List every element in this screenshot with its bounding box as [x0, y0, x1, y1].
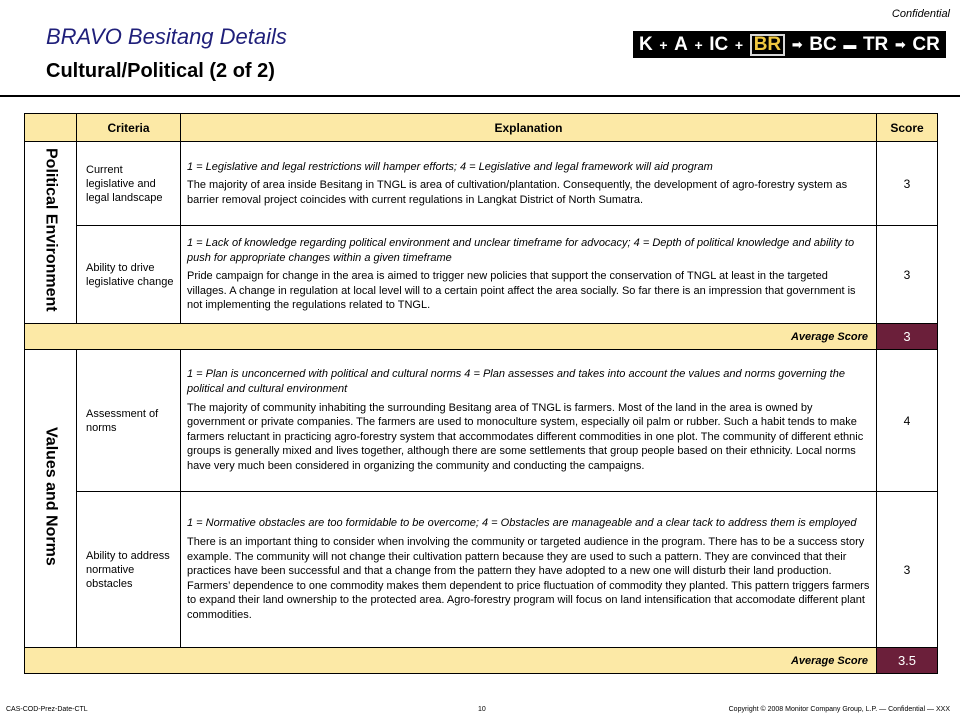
header-divider: [0, 95, 960, 97]
flow-plus-3: +: [734, 36, 744, 53]
score-cell: 4: [877, 350, 938, 492]
flow-step-tr: TR: [862, 33, 889, 55]
header-blank-cell: [25, 114, 77, 142]
section-political-environment: [25, 142, 77, 324]
table-row: [25, 492, 938, 648]
confidential-label: Confidential: [891, 8, 950, 20]
page-subtitle: Cultural/Political (2 of 2): [46, 60, 275, 82]
process-flow-banner: [633, 31, 946, 58]
scale-text: 1 = Plan is unconcerned with political and cultural norms 4 = Plan assesses and takes into account the values and norms governing the political and cultural environment: [187, 368, 845, 396]
footer-page-number: 10: [478, 706, 486, 713]
arrow-right-icon: ➡: [894, 36, 906, 52]
average-score-value: 3: [877, 324, 938, 350]
explanation-text: The majority of community inhabiting the surrounding Besitang area of TNGL is farmers. Most of the land in the area is owned by government or private companies. The farmers are used to monoculture system, especially oil palm or rubber. Such a habit tends to make farmers reluctant in practicing agro-forestry system that accommodates different commodities in one plot. The community of different ethnic groups is generally mixed and lives together, although there are some settlements that group people based on their ethnicity. Local norms have very much been considered in organizing the community and conducting the campaigns.: [187, 401, 864, 472]
average-row: [25, 324, 938, 350]
flow-step-bc: BC: [809, 33, 837, 55]
details-table: [24, 113, 938, 674]
criteria-cell: Ability to address normative obstacles: [77, 492, 181, 648]
flow-plus-2: +: [694, 36, 703, 53]
explanation-cell: [181, 492, 877, 648]
explanation-cell: [181, 226, 877, 324]
explanation-text: There is an important thing to consider when involving the community or targeted audience in the program. There has to be a success story example. The community will not change their cultivation pattern because they are used to such a pattern. They are convinced that their practices have been successful and that a change from the pattern they have adopted to a new one will disturb their land production. Farmers’ dependence to one commodity makes them dependent to price fluctuation of commodity they planted. This pattern triggers farmers to expand their land ownership to the protected area. Agro-forestry program will focus on land intensification that accomodate different plant commodities.: [187, 536, 870, 621]
table-row: [25, 350, 938, 492]
explanation-cell: [181, 350, 877, 492]
explanation-cell: [181, 142, 877, 226]
scale-text: 1 = Lack of knowledge regarding political environment and unclear timeframe for advocacy; 4 = Depth of political knowledge and ability to push for appropriate changes within a given timeframe: [187, 237, 855, 264]
table-header-row: [25, 114, 938, 142]
criteria-cell: Assessment of norms: [77, 350, 181, 492]
average-score-value: 3.5: [877, 648, 938, 674]
explanation-text: Pride campaign for change in the area is aimed to trigger new policies that support the conservation of TNGL at least in the targeted villages. A change in regulation at local level will to a certain point affect the area socially. So far there is an impression that government is not implementing the regulations related to TNGL.: [187, 270, 856, 312]
flow-step-k: K: [639, 33, 653, 55]
footer-doc-code: CAS-COD-Prez-Date-CTL: [6, 706, 88, 713]
table-row: [25, 226, 938, 324]
score-cell: 3: [877, 492, 938, 648]
scale-text: 1 = Legislative and legal restrictions will hamper efforts; 4 = Legislative and legal framework will aid program: [187, 160, 713, 173]
criteria-cell: Current legislative and legal landscape: [77, 142, 181, 226]
average-score-label: Average Score: [25, 324, 877, 350]
criteria-cell: Ability to drive legislative change: [77, 226, 181, 324]
score-cell: 3: [877, 142, 938, 226]
section-title: Political Environment: [42, 148, 60, 312]
explanation-text: The majority of area inside Besitang in TNGL is area of cultivation/plantation. Consequently, the development of agro-forestry system as barrier removal project coincides with current regulations in Langkat District of North Sumatra.: [187, 179, 848, 206]
page-title: BRAVO Besitang Details: [46, 24, 287, 49]
average-score-label: Average Score: [25, 648, 877, 674]
arrow-right-icon: ➡: [791, 36, 803, 52]
header-criteria: Criteria: [77, 114, 181, 142]
flow-plus-1: +: [659, 36, 668, 53]
flow-step-ic: IC: [709, 33, 729, 55]
flow-step-cr: CR: [912, 33, 940, 55]
header-score: Score: [877, 114, 938, 142]
flow-step-a: A: [674, 33, 688, 55]
table-row: [25, 142, 938, 226]
scale-text: 1 = Normative obstacles are too formidable to be overcome; 4 = Obstacles are manageable and a clear tack to address them is employed: [187, 517, 857, 530]
section-title: Values and Norms: [42, 426, 60, 566]
section-values-and-norms: [25, 350, 77, 648]
footer-copyright: Copyright © 2008 Monitor Company Group, L.P. — Confidential — XXX: [728, 706, 950, 713]
score-cell: 3: [877, 226, 938, 324]
header-explanation: Explanation: [181, 114, 877, 142]
flow-step-br-highlighted: BR: [750, 34, 785, 56]
dash-connector-icon: ▬: [843, 37, 857, 52]
average-row: [25, 648, 938, 674]
